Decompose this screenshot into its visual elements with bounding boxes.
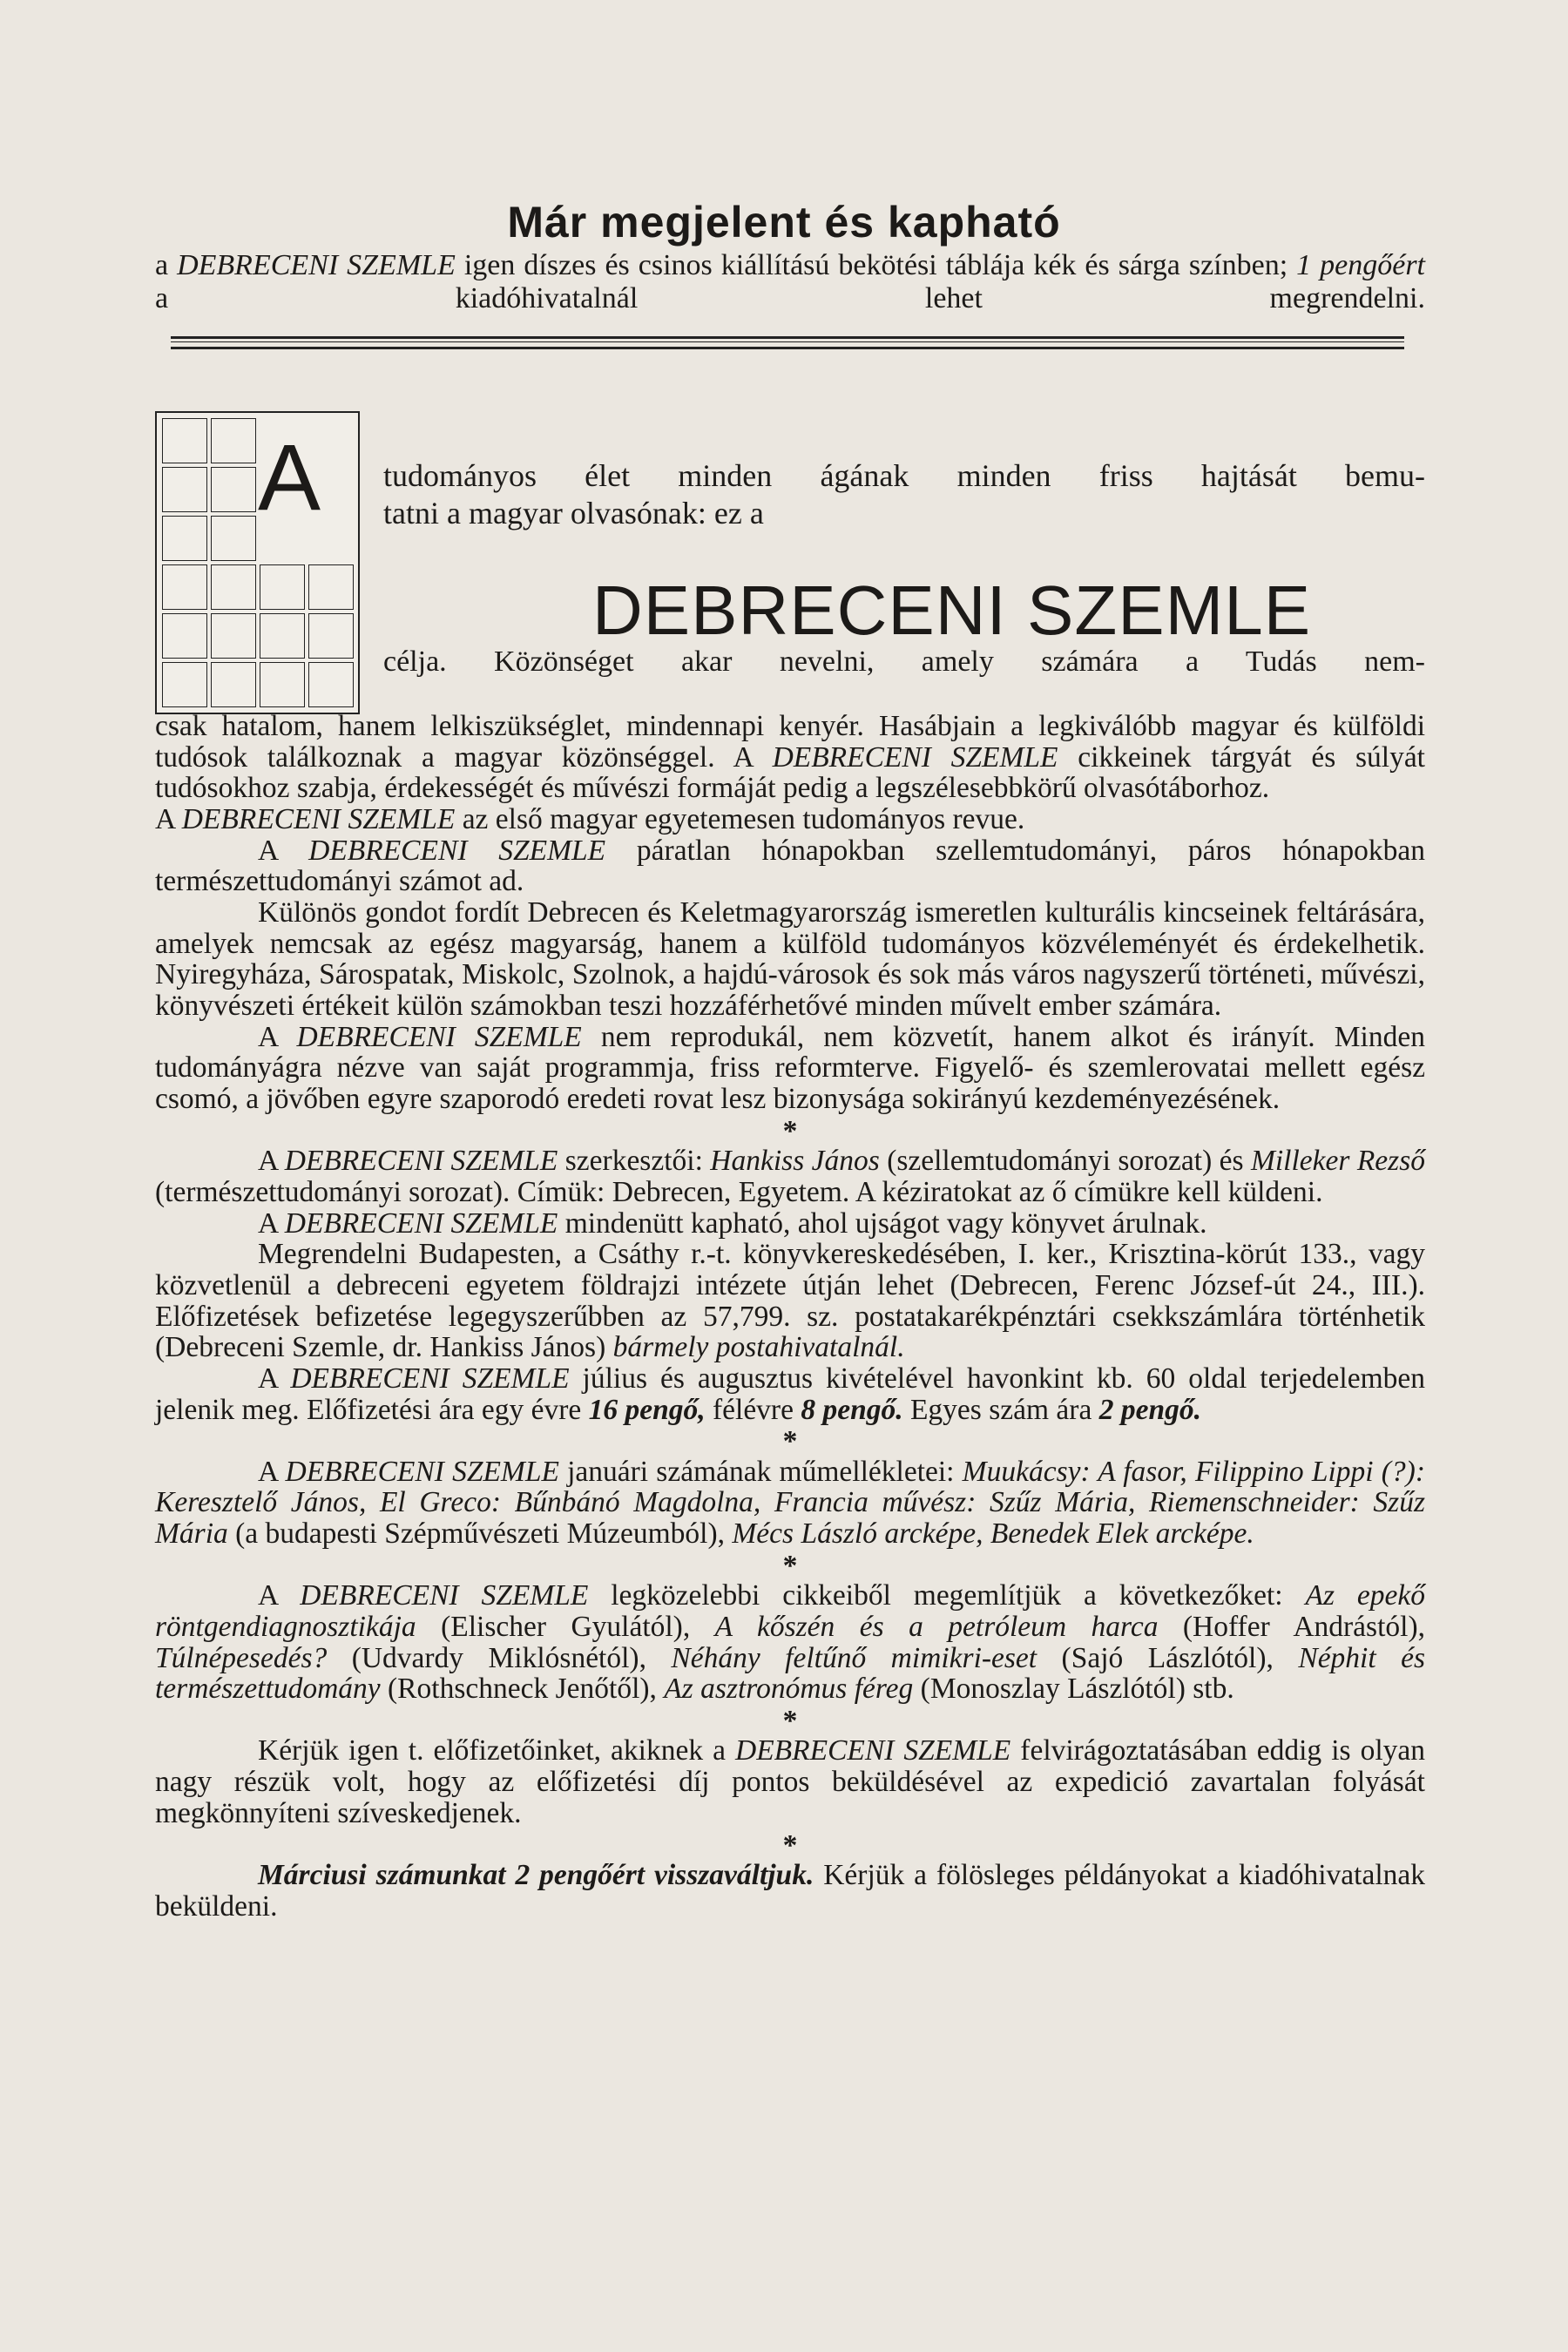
separator-star: * (782, 1828, 798, 1862)
paragraph: Különös gondot fordít Debrecen és Keletmagyarország ismeretlen kulturális kincseinek feltárására, amelyek nemcsak az egész magyarság, hanem a külföld tudományos közvéleményét és érdekelhetik. Nyiregyháza, Sárospatak, Miskolc, Szolnok, a hajdú-városok és sok más város nagyszerű történeti, művészi, könyvészeti értékeit külön számokban teszi hozzáférhetővé minden művelt ember számára. (155, 896, 1425, 1023)
intro-line: tudományos élet minden ágának minden friss hajtását bemu- (383, 458, 1425, 493)
separator-star: * (782, 1114, 798, 1147)
notice-title: Már megjelent és kapható (507, 198, 1061, 247)
initial-letter: A (258, 424, 321, 530)
purpose-line: célja. Közönséget akar nevelni, amely számára a Tudás nem- (383, 645, 1425, 678)
paragraph: csak hatalom, hanem lelkiszükséglet, mindennapi kenyér. Hasábjain a legkiválóbb magyar és külföldi tudósok találkoznak a magyar közönséggel. A DEBRECENI SZEMLE cikkeinek tárgyát és súlyát tudósokhoz szabja, érdekességét és művészi formáját pedig a legszélesebbkörű olvasótáborhoz. (155, 710, 1425, 805)
intro-text (383, 457, 1425, 532)
paragraph: A DEBRECENI SZEMLE az első magyar egyetemesen tudományos revue. (155, 803, 1025, 836)
notice-text: a DEBRECENI SZEMLE igen díszes és csinos kiállítású bekötési táblája kék és sárga színben; 1 pengőért a kiadóhivatalnál lehet megrendelni. (155, 249, 1425, 315)
paragraph: A DEBRECENI SZEMLE július és augusztus kivételével havonkint kb. 60 oldal terjedelemben jelenik meg. Előfizetési ára egy évre 16 pengő, félévre 8 pengő. Egyes szám ára 2 pengő. (155, 1362, 1425, 1426)
paragraph: A DEBRECENI SZEMLE januári számának műmellékletei: Muukácsy: A fasor, Filippino Lippi (?): Keresztelő János, El Greco: Bűnbánó Magdolna, Francia művész: Szűz Mária, Riemenschneider: Szűz Mária (a budapesti Szépművészeti Múzeumból), Mécs László arcképe, Benedek Elek arcképe. (155, 1455, 1425, 1551)
paragraph: A DEBRECENI SZEMLE szerkesztői: Hankiss János (szellemtudományi sorozat) és Milleker Rezső (természettudományi sorozat). Címük: Debrecen, Egyetem. A kéziratokat az ő címükre kell küldeni. (155, 1145, 1425, 1208)
divider-rule (171, 347, 1404, 349)
separator-star: * (782, 1425, 798, 1458)
masthead: DEBRECENI SZEMLE (592, 571, 1312, 649)
paragraph: A DEBRECENI SZEMLE legközelebbi cikkeiből megemlítjük a következőket: Az epekő röntgendiagnosztikája (Elischer Gyulától), A kőszén és a petróleum harca (Hoffer Andrástól), Túlnépesedés? (Udvardy Miklósnétól), Néhány feltűnő mimikri-eset (Sajó Lászlótól), Néphit és természettudomány (Rothschneck Jenőtől), Az asztronómus féreg (Monoszlay Lászlótól) stb. (155, 1579, 1426, 1706)
divider-rule (171, 336, 1404, 339)
paragraph: A DEBRECENI SZEMLE páratlan hónapokban szellemtudományi, páros hónapokban természettudományi számot ad. (155, 834, 1425, 898)
divider-rule (171, 341, 1404, 342)
paragraph: A DEBRECENI SZEMLE mindenütt kapható, ahol ujságot vagy könyvet árulnak. (258, 1206, 1207, 1240)
separator-star: * (782, 1549, 798, 1582)
paragraph: A DEBRECENI SZEMLE nem reprodukál, nem közvetít, hanem alkot és irányít. Minden tudományágra nézve van saját programmja, friss reformterve. Figyelő- és szemlerovatai mellett egész csomó, a jövőben egyre szaporodó eredeti rovat lesz bizonysága sokirányú kezdeményezésének. (155, 1020, 1425, 1116)
paragraph: Kérjük igen t. előfizetőinket, akiknek a DEBRECENI SZEMLE felvirágoztatásában eddig is olyan nagy részük volt, hogy az előfizetési díj pontos beküldésével az expedició zavartalan folyását megkönnyíteni szíveskedjenek. (155, 1734, 1425, 1829)
paragraph: Megrendelni Budapesten, a Csáthy r.-t. könyvkereskedésében, I. ker., Krisztina-körút 133., vagy közvetlenül a debreceni egyetem földrajzi intézete útján lehet (Debrecen, Ferenc József-út 24., III.). Előfizetések befizetése legegyszerűbben az 57,799. sz. postatakarékpénztári csekkszámlára történhetik (Debreceni Szemle, dr. Hankiss János) bármely postahivatalnál. (155, 1238, 1425, 1364)
separator-star: * (782, 1704, 798, 1737)
decorative-initial (155, 411, 360, 714)
paragraph: Márciusi számunkat 2 pengőért visszaváltjuk. Kérjük a fölösleges példányokat a kiadóhivatalnak beküldeni. (155, 1859, 1425, 1923)
intro-line: tatni a magyar olvasónak: ez a (383, 496, 764, 531)
article-body (155, 711, 1425, 1922)
